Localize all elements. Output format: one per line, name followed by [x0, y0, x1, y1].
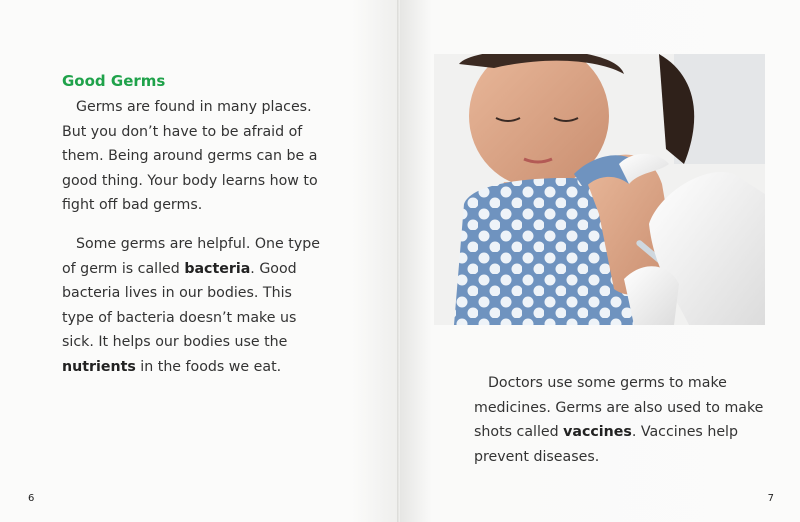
- vaccination-photo: [434, 54, 765, 325]
- paragraph-2-part2: . Good bacteria lives in our bodies. This type of bacteria doesn’t make us sick. It helps our bodies use the: [62, 260, 297, 351]
- section-heading: Good Germs: [62, 72, 166, 90]
- paragraph-1: [62, 95, 324, 218]
- page-number-right: 7: [767, 493, 774, 504]
- right-paragraph-part2: . Vaccines help prevent diseases.: [474, 424, 738, 465]
- paragraph-2: [62, 232, 324, 380]
- paragraph-1-text: Germs are found in many places. But you don’t have to be afraid of them. Being around germs can be a good thing. Your body learns how to fight off bad germs.: [62, 99, 318, 214]
- right-paragraph-part1: Doctors use some germs to make medicines. Germs are also used to make shots called: [474, 375, 764, 441]
- right-paragraph: [474, 371, 764, 469]
- term-vaccines: vaccines: [563, 424, 632, 441]
- paragraph-2-part3: in the foods we eat.: [135, 358, 282, 375]
- vaccination-illustration: [434, 54, 765, 325]
- term-bacteria: bacteria: [184, 260, 251, 277]
- page-number-left: 6: [28, 493, 35, 504]
- paragraph-2-part1: Some germs are helpful. One type of germ is called: [62, 236, 320, 277]
- term-nutrients: nutrients: [62, 358, 136, 375]
